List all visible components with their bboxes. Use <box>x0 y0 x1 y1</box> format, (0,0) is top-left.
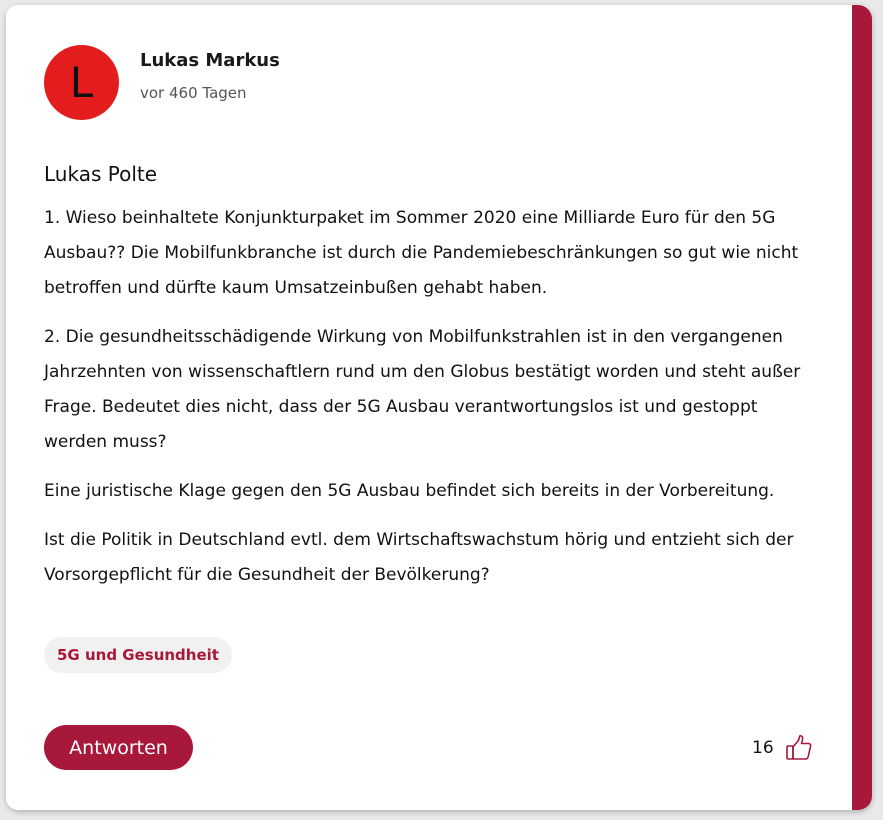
like-count: 16 <box>752 738 774 758</box>
post-paragraph: Ist die Politik in Deutschland evtl. dem Wirtschaftswachstum hörig und entzieht sich der Vorsorgepflicht für die Gesundheit der Bevölkerung? <box>44 530 794 585</box>
post-timestamp: vor 460 Tagen <box>140 84 247 102</box>
topic-tag[interactable]: 5G und Gesundheit <box>44 637 232 673</box>
post-card-frame <box>6 5 872 810</box>
post-paragraph: 1. Wieso beinhaltete Konjunkturpaket im Sommer 2020 eine Milliarde Euro für den 5G Ausbau?? Die Mobilfunkbranche ist durch die Pandemiebeschränkungen so gut wie nicht betroffen und dürfte kaum Umsatzeinbußen gehabt haben. <box>44 208 799 298</box>
avatar <box>44 45 119 120</box>
reply-button[interactable]: Antworten <box>44 725 193 770</box>
avatar-initial: L <box>69 57 94 107</box>
post-paragraph: 2. Die gesundheitsschädigende Wirkung von Mobilfunkstrahlen ist in den vergangenen Jahrzehnten von wissenschaftlern rund um den Globus bestätigt worden und steht außer Frage. Bedeutet dies nicht, dass der 5G Ausbau verantwortungslos ist und gestoppt werden muss? <box>44 327 801 452</box>
post-title: Lukas Polte <box>44 162 158 186</box>
post-body <box>44 201 814 607</box>
post-paragraph: Eine juristische Klage gegen den 5G Ausbau befindet sich bereits in der Vorbereitung. <box>44 481 775 501</box>
post-card <box>6 5 852 810</box>
thumbs-up-icon[interactable] <box>784 733 814 763</box>
author-name[interactable]: Lukas Markus <box>140 50 280 71</box>
